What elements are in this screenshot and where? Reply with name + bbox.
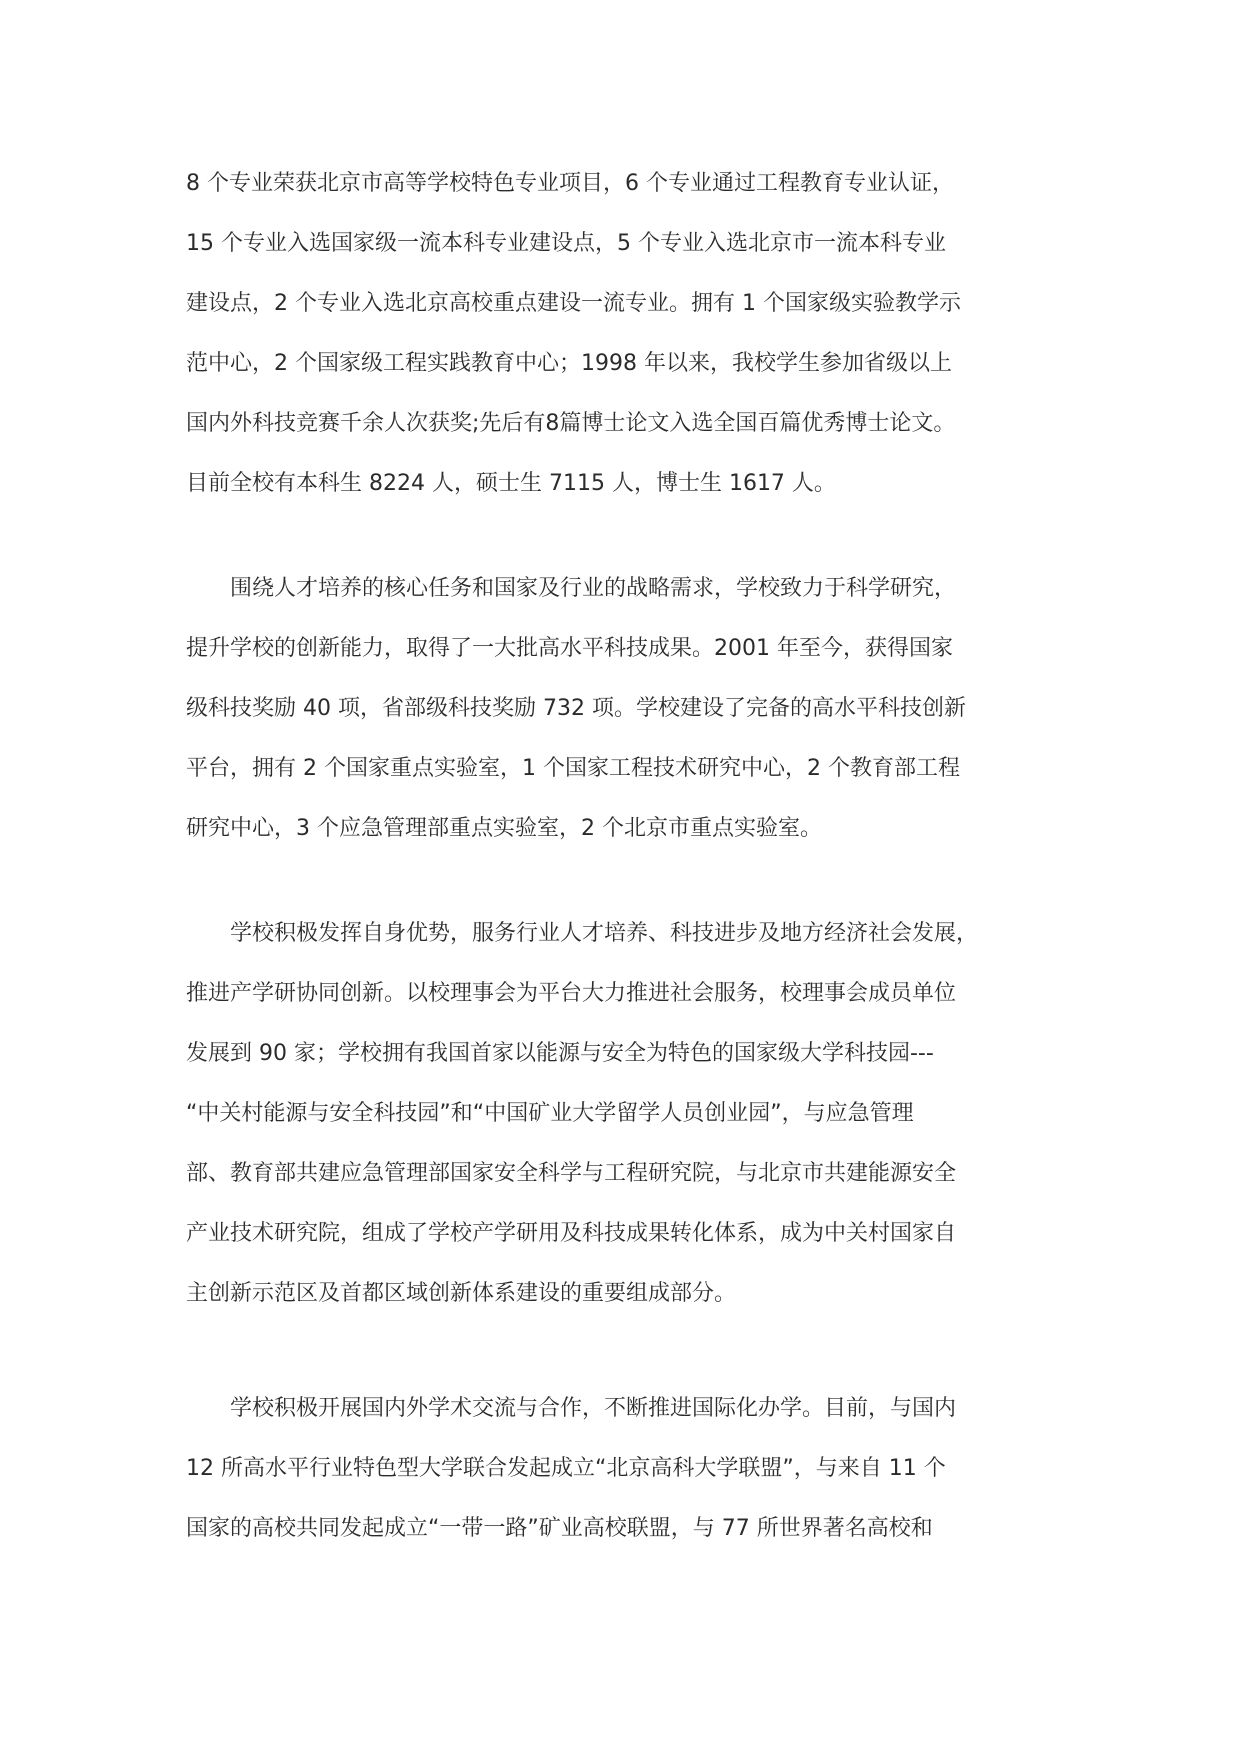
text-line: 主创新示范区及首都区域创新体系建设的重要组成部分。 [186, 1281, 737, 1306]
text-line: 围绕人才培养的核心任务和国家及行业的战略需求，学校致力于科学研究， [186, 576, 957, 601]
text-line: 产业技术研究院，组成了学校产学研用及科技成果转化体系，成为中关村国家自 [186, 1221, 957, 1246]
paragraph-scientific-research [186, 559, 1066, 859]
paragraph-undergraduate-education [186, 154, 1066, 514]
text-line: 推进产学研协同创新。以校理事会为平台大力推进社会服务，校理事会成员单位 [186, 981, 957, 1006]
text-line: 12 所高水平行业特色型大学联合发起成立“北京高科大学联盟”，与来自 11 个 [186, 1456, 946, 1481]
paragraph-social-service [186, 904, 1066, 1324]
text-line: 国内外科技竞赛千余人次获奖;先后有8篇博士论文入选全国百篇优秀博士论文。 [186, 411, 956, 436]
text-line: 学校积极发挥自身优势，服务行业人才培养、科技进步及地方经济社会发展， [186, 921, 979, 946]
text-line: 国家的高校共同发起成立“一带一路”矿业高校联盟，与 77 所世界著名高校和 [186, 1516, 933, 1541]
text-line: 范中心，2 个国家级工程实践教育中心；1998 年以来，我校学生参加省级以上 [186, 351, 952, 376]
text-line: 级科技奖励 40 项，省部级科技奖励 732 项。学校建设了完备的高水平科技创新 [186, 696, 966, 721]
text-line: 部、教育部共建应急管理部国家安全科学与工程研究院，与北京市共建能源安全 [186, 1161, 957, 1186]
paragraph-international-exchange [186, 1379, 1066, 1559]
text-line: “中关村能源与安全科技园”和“中国矿业大学留学人员创业园”，与应急管理 [186, 1101, 914, 1126]
text-line: 研究中心，3 个应急管理部重点实验室，2 个北京市重点实验室。 [186, 816, 822, 841]
text-line: 提升学校的创新能力，取得了一大批高水平科技成果。2001 年至今，获得国家 [186, 636, 953, 661]
text-line: 8 个专业荣获北京市高等学校特色专业项目，6 个专业通过工程教育专业认证， [186, 171, 954, 196]
text-line: 发展到 90 家；学校拥有我国首家以能源与安全为特色的国家级大学科技园--- [186, 1041, 934, 1066]
text-line: 学校积极开展国内外学术交流与合作，不断推进国际化办学。目前，与国内 [186, 1396, 957, 1421]
text-line: 建设点，2 个专业入选北京高校重点建设一流专业。拥有 1 个国家级实验教学示 [186, 291, 961, 316]
text-line: 目前全校有本科生 8224 人，硕士生 7115 人，博士生 1617 人。 [186, 471, 836, 496]
text-line: 15 个专业入选国家级一流本科专业建设点，5 个专业入选北京市一流本科专业 [186, 231, 946, 256]
text-line: 平台，拥有 2 个国家重点实验室，1 个国家工程技术研究中心，2 个教育部工程 [186, 756, 960, 781]
